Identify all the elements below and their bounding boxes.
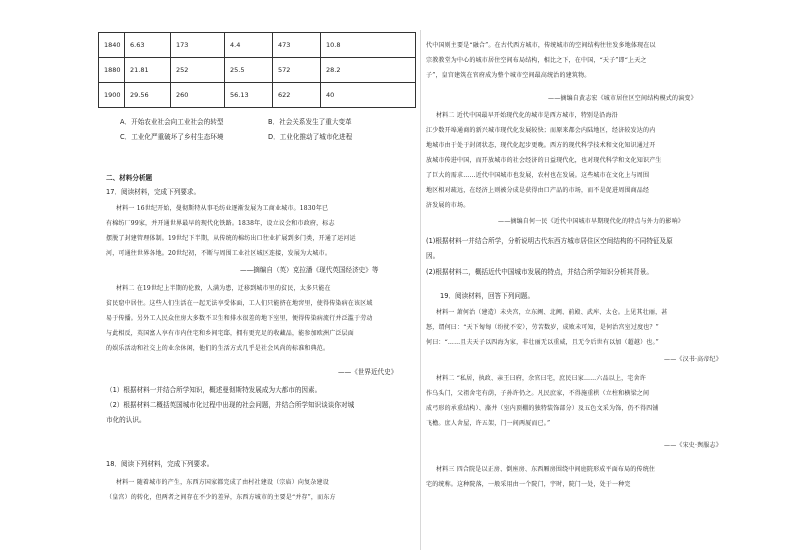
q18-m2-line: 地区相对疏远，在经济上则被分成是获得由口产品的市场，而不是促进周围商品经 bbox=[426, 187, 650, 194]
table-cell: 6.63 bbox=[125, 33, 171, 58]
table-row bbox=[99, 33, 416, 58]
table-cell: 40 bbox=[321, 83, 416, 108]
q19-m2-line: 成弓形的承重结构）、藻井（室内顶棚的独特装饰部分）及五色文采为饰，仍不得四铺 bbox=[426, 405, 659, 412]
q19-title: 19．阅读材料，回答下列问题。 bbox=[440, 292, 535, 300]
table-cell: 1840 bbox=[99, 33, 125, 58]
q17-m1-line: 有棉纺厂99家，并开通世界最早的现代化铁路。1838年，设立议会和市政府，标志 bbox=[106, 220, 335, 227]
section-title: 二、材料分析题 bbox=[106, 174, 153, 182]
q17-question: 市化的认识。 bbox=[106, 416, 146, 424]
q17-m2-line: 的娱乐活动和社交上的业余休闲，他们的生活方式几乎是社会风尚的标准和典范。 bbox=[106, 345, 330, 352]
q17-m2-line: 与此相反，英国富人享有市内住宅和乡间宅邸，拥有更充足的收藏品，能参加欧洲广泛层面 bbox=[106, 330, 355, 337]
q18-question: 因。 bbox=[426, 252, 440, 260]
q17-m2-line: 贫民窟中居住。这些人们生活在一起无法享受体面，工人们只能挤在地窖里，使得传染病在该区域 bbox=[106, 300, 373, 307]
q17-question: （1）根据材料一并结合所学知识，概述曼彻斯特发展成为大都市的因素。 bbox=[106, 386, 322, 394]
option-d: D．工业化推动了城市化进程 bbox=[268, 133, 353, 141]
q19-m1-source: ——《汉书·高帝纪》 bbox=[664, 356, 722, 363]
q18-m2-line: 江少数开埠通商的新兴城市现代化发展较快；而原来都会内陆地区，经济较发达的内 bbox=[426, 127, 656, 134]
q19-m2-line: 作乌头门，父祖舍宅有荫，子孙许仍之。凡民庶家，不得施重栱（立柱和横梁之间 bbox=[426, 390, 650, 397]
table-cell: 252 bbox=[171, 58, 225, 83]
data-table bbox=[98, 32, 416, 108]
q17-m1-line: 河，可通往世界各地。20世纪初，不断与周围工业社区城区连接，发展为大城市。 bbox=[106, 250, 332, 257]
table-cell: 473 bbox=[273, 33, 321, 58]
table-cell: 4.4 bbox=[225, 33, 273, 58]
q18-m2-line: 济发展的市场。 bbox=[426, 202, 470, 209]
q19-m3-line: 宅的统称。这种院落，一般采用由一个院门，宇时，院门一处，处于一种完 bbox=[426, 481, 631, 488]
table-cell: 25.5 bbox=[225, 58, 273, 83]
q18-m2-line: 了巨大的需求……近代中国城市也发展，农村也在发展。这些城市在文化上与周围 bbox=[426, 172, 650, 179]
q19-m1-line: 何曰：“……且夫天子以四海为家，非壮丽无以重威，且无令后世有以加（超越）也。” bbox=[426, 339, 659, 346]
table-cell: 29.56 bbox=[125, 83, 171, 108]
q19-m2-line: 材料二 “私居，执政、亲王曰府，余官曰宅，庶民曰家……六品以上，宅舍许 bbox=[436, 375, 646, 382]
q18-cont-line: 代中国则主要是“融合”。在古代西方城市，传统城市的空间结构往往发多地体现在以 bbox=[426, 42, 656, 49]
table-cell: 260 bbox=[171, 83, 225, 108]
q19-m3-line: 材料三 四合院是以正房、倒座房、东西厢房围绕中间庭院形成平面布局的传统住 bbox=[436, 466, 656, 473]
q18-m1-source: ——摘编自黄志宏《城市居住区空间结构模式的演变》 bbox=[548, 95, 697, 102]
table-cell: 56.13 bbox=[225, 83, 273, 108]
option-a: A．开始农业社会向工业社会的转型 bbox=[120, 118, 224, 126]
table-cell: 173 bbox=[171, 33, 225, 58]
q19-m2-source: ——《宋史·舆服志》 bbox=[664, 442, 722, 449]
option-c: C．工业化严重破坏了乡村生态环境 bbox=[120, 133, 224, 141]
table-cell: 28.2 bbox=[321, 58, 416, 83]
table-cell: 622 bbox=[273, 83, 321, 108]
q18-m1-line: 材料一 随着城市的产生，东西方国家都完成了由村社建设（宗庙）向复杂建设 bbox=[116, 479, 329, 486]
q19-m1-line: 材料一 萧何治（建造）未央宫，立东阙、北阙、前殿、武库、太仓。上见其壮丽，甚 bbox=[436, 309, 668, 316]
column-divider bbox=[420, 30, 421, 550]
q18-m2-line: 地城市由于处于封闭状态，现代化起步更晚。西方的现代科学技术和文化知识通过开 bbox=[426, 142, 656, 149]
q17-m1-line: 摆脱了封建管理体制。19世纪下半期，从传统的棉纺出口往业扩展到多门类，开通了运河运 bbox=[106, 235, 356, 242]
q18-m2-line: 材料二 近代中国最早开始现代化的城市是西方城市，特别是沿海沿 bbox=[436, 112, 618, 119]
table-cell: 10.8 bbox=[321, 33, 416, 58]
q18-question: (2)根据材料二，概括近代中国城市发展的特点，并结合所学知识分析其背景。 bbox=[426, 268, 653, 276]
q17-title: 17．阅读材料，完成下列要求。 bbox=[106, 188, 201, 196]
q17-m2-line: 材料二 在19世纪上半期的伦敦，人满为患，迁移到城市里的贫民，太多只能在 bbox=[116, 285, 331, 292]
table-cell: 572 bbox=[273, 58, 321, 83]
q18-m1-line: （皇宫）的转化，但两者之间存在不少的差异，东西方城市的主要是“并存”，而东方 bbox=[106, 494, 336, 501]
q19-m1-line: 怒，谓何曰：“天下匈匈（纷扰不安），劳苦数岁，成败未可知，是何治宫室过度也？” bbox=[426, 324, 659, 331]
table-cell: 1900 bbox=[99, 83, 125, 108]
q17-m2-source: ——《世界近代史》 bbox=[338, 368, 398, 376]
table-row bbox=[99, 58, 416, 83]
table-cell: 21.81 bbox=[125, 58, 171, 83]
q18-cont-line: 宗教教堂为中心的城市居住空间布局结构，相比之下，在中国，“天子”即“上天之 bbox=[426, 57, 647, 64]
q19-m2-line: 飞檐。庶人舍屋，许五架，门一间两厦而已。” bbox=[426, 420, 551, 427]
q17-m1-source: ——摘编自（英）克拉潘《现代英国经济史》等 bbox=[240, 266, 379, 274]
table-cell: 1880 bbox=[99, 58, 125, 83]
q17-m1-line: 材料一 16世纪开始，曼彻斯特从事毛纺业逐渐发展为工商业城市。1830年已 bbox=[116, 205, 329, 212]
option-b: B．社会关系发生了重大变革 bbox=[268, 118, 352, 126]
table-row bbox=[99, 83, 416, 108]
q18-cont-line: 子”，皇宫建筑在官府成为整个城市空间最高统治的建筑物。 bbox=[426, 72, 591, 79]
q18-m2-line: 放城市传进中国，而开放城市的社会经济的日益现代化，也对现代科学和文化知识产生 bbox=[426, 157, 662, 164]
q18-question: (1)根据材料一并结合所学，分析说明古代东西方城市居住区空间结构的不同特征及原 bbox=[426, 237, 673, 245]
q18-title: 18．阅读下列材料，完成下列要求。 bbox=[106, 460, 214, 468]
q17-question: （2）根据材料二概括英国城市化过程中出现的社会问题，并结合所学知识谈谈你对城 bbox=[106, 401, 355, 409]
q18-m2-source: ——摘编自何一民《近代中国城市早期现代化的特点与外力的影响》 bbox=[498, 218, 685, 225]
q17-m2-line: 易于传播。另外工人民众住房大多数不卫生和排水很差的地下室里，便得传染病流行并泛滥于劳动 bbox=[106, 315, 373, 322]
